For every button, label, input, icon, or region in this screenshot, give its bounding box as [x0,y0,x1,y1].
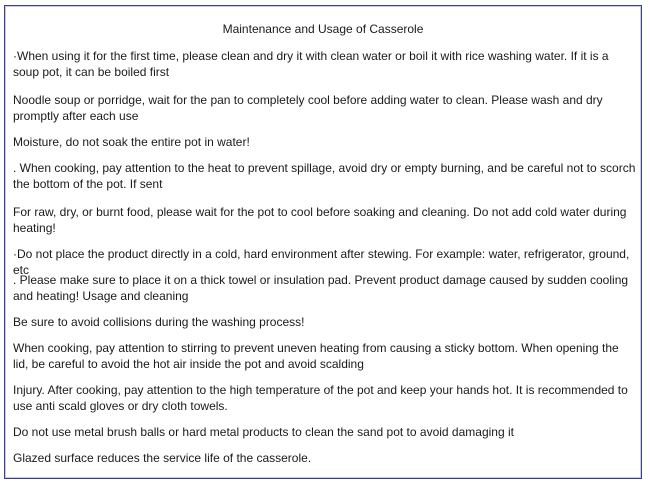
paragraph-first-use: ·When using it for the first time, please clean and dry it with clean water or boil it with rice washing water. If it is a soup pot, it can be boiled first [13,49,609,79]
paragraph-moisture: Moisture, do not soak the entire pot in water! [13,135,250,149]
paragraph-burnt-food: For raw, dry, or burnt food, please wait for the pot to cool before soaking and cleaning. Do not add cold water during heating! [13,205,627,235]
paragraph-glazed-surface: Glazed surface reduces the service life of the casserole. [13,451,312,465]
paragraph-insulation-pad: . Please make sure to place it on a thick towel or insulation pad. Prevent product damage caused by sudden cooling and heating! Usage and cleaning [13,273,629,303]
paragraph-high-temperature: Injury. After cooking, pay attention to the high temperature of the pot and keep your hands hot. It is recommended to use anti scald gloves or dry cloth towels. [13,383,628,413]
paragraph-cool-before-cleaning: Noodle soup or porridge, wait for the pan to completely cool before adding water to clean. Please wash and dry promptly after each use [13,93,603,123]
paragraph-avoid-collisions: Be sure to avoid collisions during the washing process! [13,315,305,329]
paragraph-heat-control: . When cooking, pay attention to the heat to prevent spillage, avoid dry or empty burning, and be careful not to scorch the bottom of the pot. If sent [13,161,636,191]
document-frame [4,5,642,479]
paragraph-cold-environment: ·Do not place the product directly in a cold, hard environment after stewing. For example: water, refrigerator, ground, etc [13,247,630,277]
paragraph-no-metal-brush: Do not use metal brush balls or hard metal products to clean the sand pot to avoid damaging it [13,425,514,439]
document-title: Maintenance and Usage of Casserole [222,22,424,36]
paragraph-stirring: When cooking, pay attention to stirring to prevent uneven heating from causing a sticky bottom. When opening the lid, be careful to avoid the hot air inside the pot and avoid scalding [13,341,619,371]
